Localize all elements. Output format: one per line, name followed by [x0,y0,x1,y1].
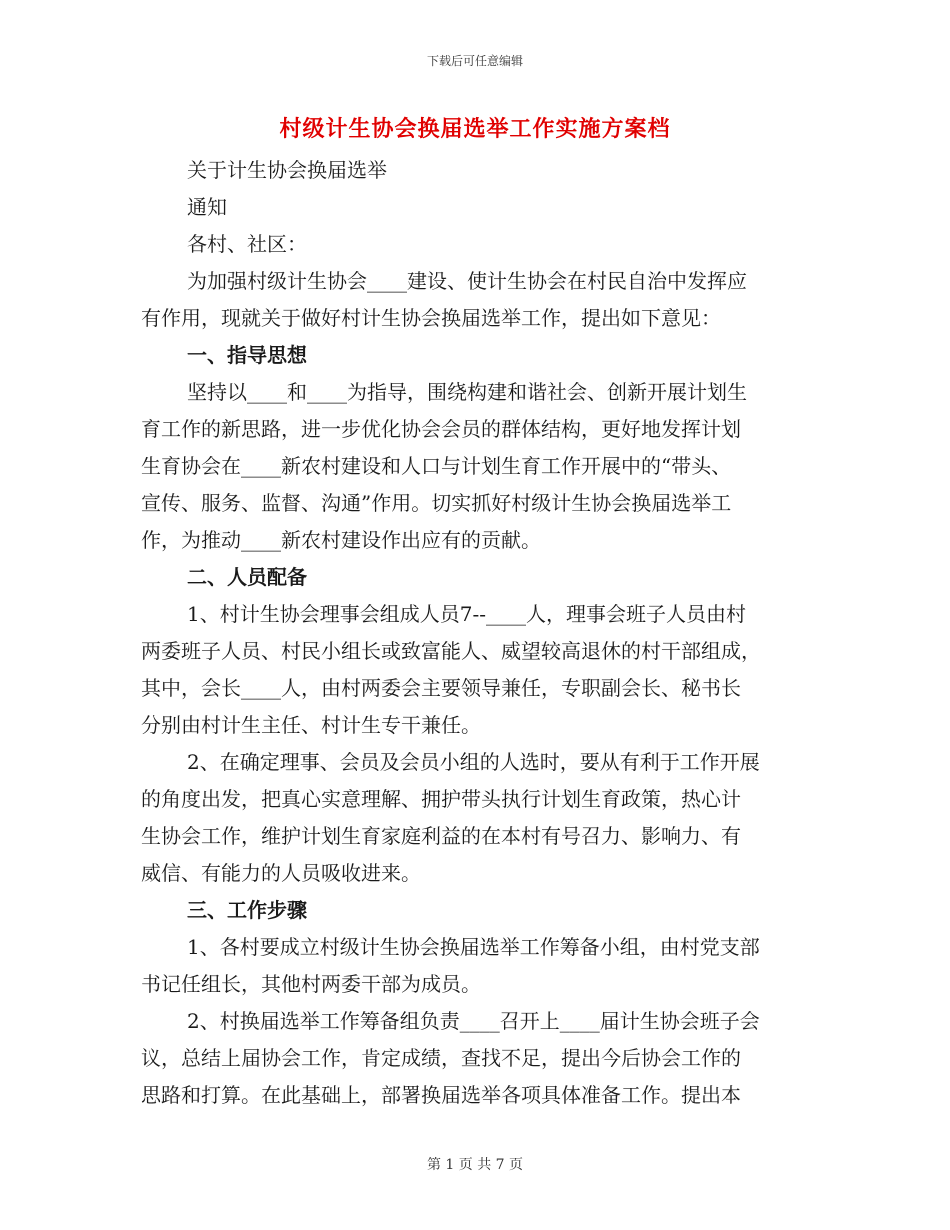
paragraph-line: 威信、有能力的人员吸收进来。 [141,861,421,885]
paragraph-line: 有作用，现就关于做好村计生协会换届选举工作，提出如下意见： [141,306,721,330]
paragraph-line: 生育协会在____新农村建设和人口与计划生育工作开展中的“带头、 [141,454,732,478]
paragraph-line: 坚持以____和____为指导，围绕构建和谐社会、创新开展计划生 [187,380,747,404]
paragraph-line: 的角度出发，把真心实意理解、拥护带头执行计划生育政策，热心计 [141,787,741,811]
paragraph-line: 书记任组长，其他村两委干部为成员。 [141,972,481,996]
paragraph-line: 1、各村要成立村级计生协会换届选举工作筹备小组，由村党支部 [187,935,760,959]
paragraph-line: 其中，会长____人，由村两委会主要领导兼任，专职副会长、秘书长 [141,676,741,700]
paragraph-line: 2、在确定理事、会员及会员小组的人选时，要从有利于工作开展 [187,750,760,774]
paragraph-line: 为加强村级计生协会____建设、使计生协会在村民自治中发挥应 [187,269,747,293]
paragraph-line: 宣传、服务、监督、沟通”作用。切实抓好村级计生协会换届选举工 [141,491,732,515]
paragraph-line: 议，总结上届协会工作，肯定成绩，查找不足，提出今后协会工作的 [141,1046,741,1070]
section-heading: 二、人员配备 [187,565,307,589]
document-body [141,152,809,1114]
paragraph-line: 育工作的新思路，进一步优化协会会员的群体结构，更好地发挥计划 [141,417,741,441]
page-header-note: 下载后可任意编辑 [426,54,523,68]
paragraph-line: 生协会工作，维护计划生育家庭利益的在本村有号召力、影响力、有 [141,824,741,848]
paragraph-line: 两委班子人员、村民小组长或致富能人、威望较高退休的村干部组成， [141,639,761,663]
paragraph-line: 通知 [187,195,227,219]
paragraph-line: 关于计生协会换届选举 [187,158,387,182]
document-title: 村级计生协会换届选举工作实施方案档 [279,116,671,142]
section-heading: 三、工作步骤 [187,898,307,922]
paragraph-line: 思路和打算。在此基础上，部署换届选举各项具体准备工作。提出本 [141,1083,741,1107]
section-heading: 一、指导思想 [187,343,307,367]
paragraph-line: 1、村计生协会理事会组成人员7--____人，理事会班子人员由村 [187,602,746,626]
paragraph-line: 作，为推动____新农村建设作出应有的贡献。 [141,528,541,552]
paragraph-line: 分别由村计生主任、村计生专干兼任。 [141,713,481,737]
paragraph-line: 2、村换届选举工作筹备组负责____召开上____届计生协会班子会 [187,1009,760,1033]
page-number-footer: 第 1 页 共 7 页 [426,1157,524,1173]
paragraph-line: 各村、社区： [187,232,307,256]
